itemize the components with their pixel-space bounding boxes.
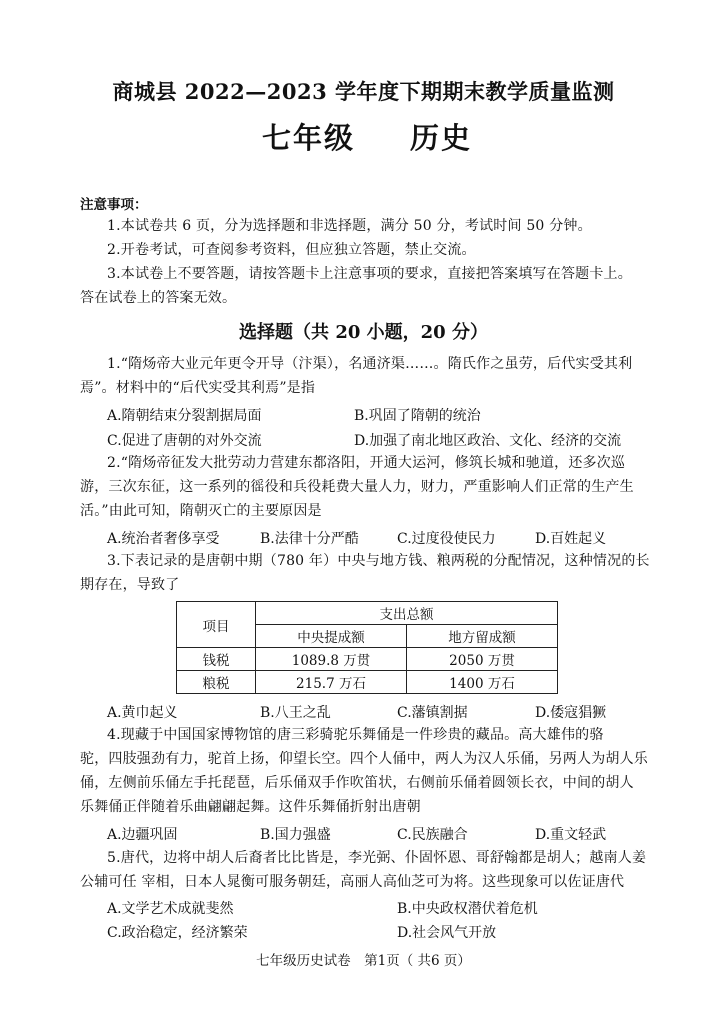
question-3-option-d: D.倭寇猖獗 — [535, 705, 607, 721]
question-2-option-d: D.百姓起义 — [535, 531, 607, 547]
question-1-option-d: D.加强了南北地区政治、文化、经济的交流 — [354, 433, 622, 449]
question-5-stem: 公辅可任 宰相，日本人晁衡可服务朝廷，高丽人高仙芝可为将。这些现象可以佐证唐代 — [80, 874, 625, 890]
table-row — [177, 671, 558, 694]
question-1-stem: 1.“隋炀帝大业元年更令开导（汴渠），名通济渠……。隋氏作之虽劳，后代实受其利 — [107, 356, 633, 372]
table-cell: 钱税 — [177, 648, 256, 671]
question-3-stem: 期存在，导致了 — [80, 577, 180, 593]
question-2-stem: 活。”由此可知，隋朝灭亡的主要原因是 — [80, 503, 322, 519]
table-cell: 1400 万石 — [407, 671, 558, 694]
question-4-option-d: D.重文轻武 — [535, 827, 607, 843]
table-header-cell: 支出总额 — [256, 602, 558, 625]
notice-heading: 注意事项： — [80, 197, 148, 213]
notice-item: 2.开卷考试，可查阅参考资料，但应独立答题，禁止交流。 — [107, 242, 476, 258]
question-1-option-c: C.促进了唐朝的对外交流 — [107, 433, 262, 449]
page-footer: 七年级历史试卷 第1页（ 共6 页） — [256, 953, 471, 969]
table-header-cell: 地方留成额 — [407, 625, 558, 648]
question-2-option-c: C.过度役使民力 — [397, 531, 496, 547]
question-3-option-c: C.藩镇割据 — [397, 705, 468, 721]
question-4-option-c: C.民族融合 — [397, 827, 468, 843]
question-2-option-b: B.法律十分严酷 — [260, 531, 359, 547]
question-2-stem: 2.“隋炀帝征发大批劳动力营建东都洛阳，开通大运河，修筑长城和驰道，还多次巡 — [107, 455, 626, 471]
tax-table — [176, 601, 558, 694]
question-4-option-b: B.国力强盛 — [260, 827, 331, 843]
question-5-option-b: B.中央政权潜伏着危机 — [397, 901, 538, 917]
table-header-cell: 项目 — [177, 602, 256, 648]
notice-item: 1.本试卷共 6 页，分为选择题和非选择题，满分 50 分，考试时间 50 分钟。 — [107, 218, 592, 234]
question-5-option-c: C.政治稳定，经济繁荣 — [107, 925, 248, 941]
notice-item: 3.本试卷上不要答题，请按答题卡上注意事项的要求，直接把答案填写在答题卡上。 — [107, 266, 632, 282]
question-3-stem: 3.下表记录的是唐朝中期（780 年）中央与地方钱、粮两税的分配情况，这种情况的长 — [107, 553, 650, 569]
section-title: 选择题（共 20 小题，20 分） — [239, 322, 488, 343]
question-5-option-a: A.文学艺术成就斐然 — [107, 901, 234, 917]
question-1-option-a: A.隋朝结束分裂割据局面 — [107, 408, 262, 424]
question-4-stem: 驼，四肢强劲有力，驼首上扬，仰望长空。四个人俑中，两人为汉人乐俑，另两人为胡人乐 — [80, 751, 648, 767]
question-1-option-b: B.巩固了隋朝的统治 — [354, 408, 481, 424]
table-cell: 1089.8 万贯 — [256, 648, 407, 671]
question-4-stem: 俑，左侧前乐俑左手托琵琶，后乐俑双手作吹笛状，右侧前乐俑着圆领长衣，中间的胡人 — [80, 775, 634, 791]
question-1-stem: 焉”。材料中的“后代实受其利焉”是指 — [80, 380, 316, 396]
table-header-row — [177, 602, 558, 625]
subject-label: 历史 — [410, 121, 473, 155]
question-2-stem: 游，三次东征，这一系列的徭役和兵役耗费大量人力，财力，严重影响人们正常的生产生 — [80, 479, 634, 495]
question-2-option-a: A.统治者奢侈享受 — [107, 531, 220, 547]
question-4-option-a: A.边疆巩固 — [107, 827, 178, 843]
question-5-option-d: D.社会风气开放 — [397, 925, 497, 941]
table-cell: 粮税 — [177, 671, 256, 694]
table-row — [177, 648, 558, 671]
table-header-cell: 中央提成额 — [256, 625, 407, 648]
exam-title: 商城县 2022—2023 学年度下期期末教学质量监测 — [112, 79, 615, 104]
question-3-option-b: B.八王之乱 — [260, 705, 331, 721]
question-4-stem: 乐舞俑正伴随着乐曲翩翩起舞。这件乐舞俑折射出唐朝 — [80, 799, 421, 815]
question-5-stem: 5.唐代，边将中胡人后裔者比比皆是，李光弼、仆固怀恩、哥舒翰都是胡人；越南人姜 — [107, 850, 647, 866]
table-cell: 2050 万贯 — [407, 648, 558, 671]
question-4-stem: 4.现藏于中国国家博物馆的唐三彩骑驼乐舞俑是一件珍贵的藏品。高大雄伟的骆 — [107, 727, 604, 743]
grade-label: 七年级 — [262, 121, 356, 155]
table-cell: 215.7 万石 — [256, 671, 407, 694]
notice-item: 答在试卷上的答案无效。 — [80, 290, 237, 306]
question-3-option-a: A.黄巾起义 — [107, 705, 178, 721]
